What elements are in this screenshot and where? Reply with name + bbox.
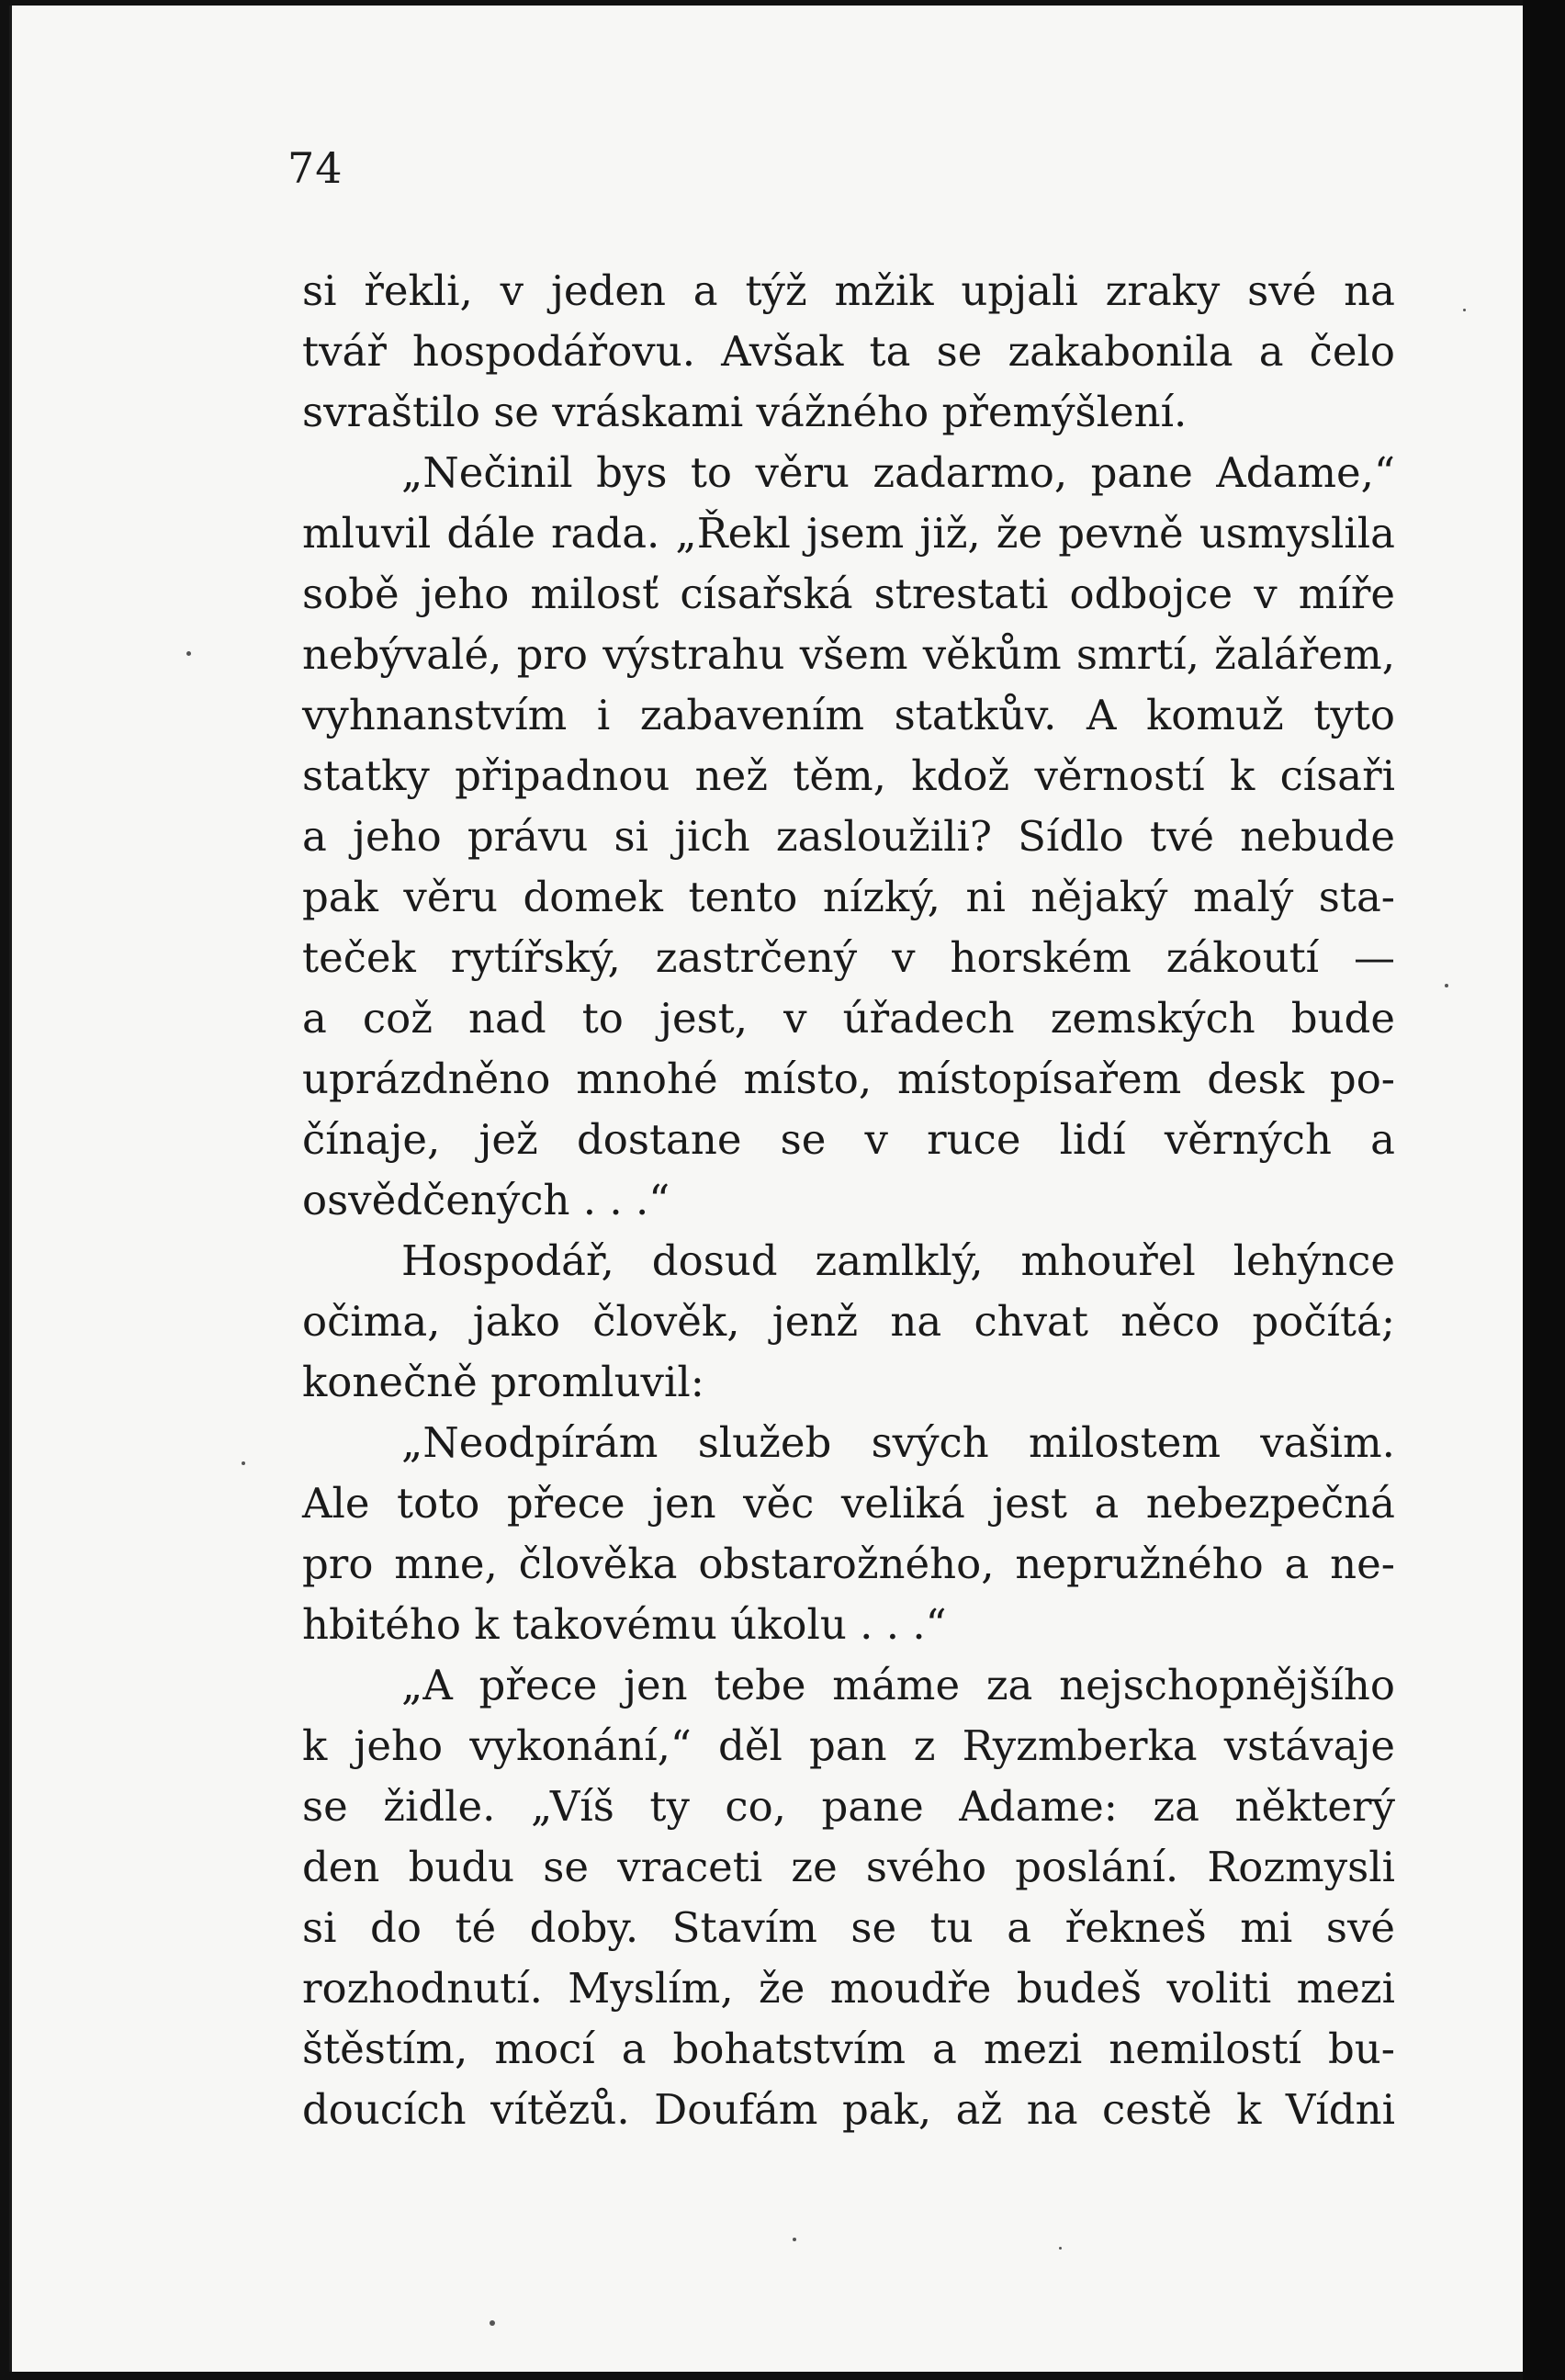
- scan-speck: [1445, 984, 1448, 987]
- text-line: očima, jako člověk, jenž na chvat něco počítá;: [302, 1297, 1395, 1346]
- text-line: osvědčených . . .“: [302, 1176, 670, 1224]
- book-page: [9, 6, 1523, 2372]
- scan-speck: [242, 1461, 245, 1465]
- text-line: „Nečinil bys to věru zadarmo, pane Adame,“: [401, 448, 1395, 497]
- text-line: doucích vítězů. Doufám pak, až na cestě k Vídni: [302, 2085, 1395, 2134]
- text-line: Ale toto přece jen věc veliká jest a nebezpečná: [302, 1479, 1395, 1528]
- text-line: „Neodpírám služeb svých milostem vašim.: [401, 1418, 1395, 1467]
- text-line: tvář hospodářovu. Avšak ta se zakabonila a čelo: [302, 327, 1395, 376]
- text-line: sobě jeho milosť císařská strestati odbojce v míře: [302, 570, 1395, 618]
- text-line: si řekli, v jeden a týž mžik upjali zraky své na: [302, 266, 1395, 315]
- text-line: a jeho právu si jich zasloužili? Sídlo tvé nebude: [302, 812, 1395, 861]
- text-line: konečně promluvil:: [302, 1358, 704, 1406]
- scan-edge: [1523, 0, 1565, 2380]
- text-line: statky připadnou než těm, kdož věrností k císaři: [302, 751, 1395, 800]
- text-line: pak věru domek tento nízký, ni nějaký malý sta-: [302, 873, 1395, 921]
- text-line: svraštilo se vráskami vážného přemýšlení.: [302, 388, 1188, 436]
- text-line: nebývalé, pro výstrahu všem věkům smrtí, žalářem,: [302, 630, 1395, 679]
- scan-speck: [1463, 309, 1466, 311]
- text-line: mluvil dále rada. „Řekl jsem již, že pevně usmyslila: [302, 509, 1395, 558]
- body-text: [302, 261, 1395, 2140]
- text-line: a což nad to jest, v úřadech zemských bude: [302, 994, 1395, 1043]
- text-line: teček rytířský, zastrčený v horském zákoutí —: [302, 933, 1395, 982]
- text-line: den budu se vraceti ze svého poslání. Rozmysli: [302, 1843, 1395, 1891]
- text-line: uprázdněno mnohé místo, místopísařem desk po-: [302, 1055, 1395, 1103]
- text-line: pro mne, člověka obstarožného, nepružného a ne-: [302, 1540, 1395, 1588]
- scan-speck: [186, 651, 191, 656]
- text-line: rozhodnutí. Myslím, že moudře budeš voliti mezi: [302, 1964, 1395, 2013]
- text-line: štěstím, mocí a bohatstvím a mezi nemilostí bu-: [302, 2025, 1395, 2073]
- text-line: vyhnanstvím i zabavením statkův. A komuž tyto: [302, 691, 1395, 739]
- text-line: „A přece jen tebe máme za nejschopnějšího: [401, 1661, 1395, 1709]
- text-line: si do té doby. Stavím se tu a řekneš mi své: [302, 1903, 1395, 1952]
- scan-speck: [793, 2238, 796, 2241]
- text-line: hbitého k takovému úkolu . . .“: [302, 1600, 947, 1649]
- scan-speck: [490, 2320, 495, 2326]
- text-line: se židle. „Víš ty co, pane Adame: za některý: [302, 1782, 1395, 1831]
- page-number: 74: [287, 143, 343, 193]
- text-line: k jeho vykonání,“ děl pan z Ryzmberka vstávaje: [302, 1721, 1395, 1770]
- text-line: Hospodář, dosud zamlklý, mhouřel lehýnce: [401, 1236, 1395, 1285]
- scan-speck: [1059, 2247, 1062, 2250]
- text-line: čínaje, jež dostane se v ruce lidí věrných a: [302, 1115, 1395, 1164]
